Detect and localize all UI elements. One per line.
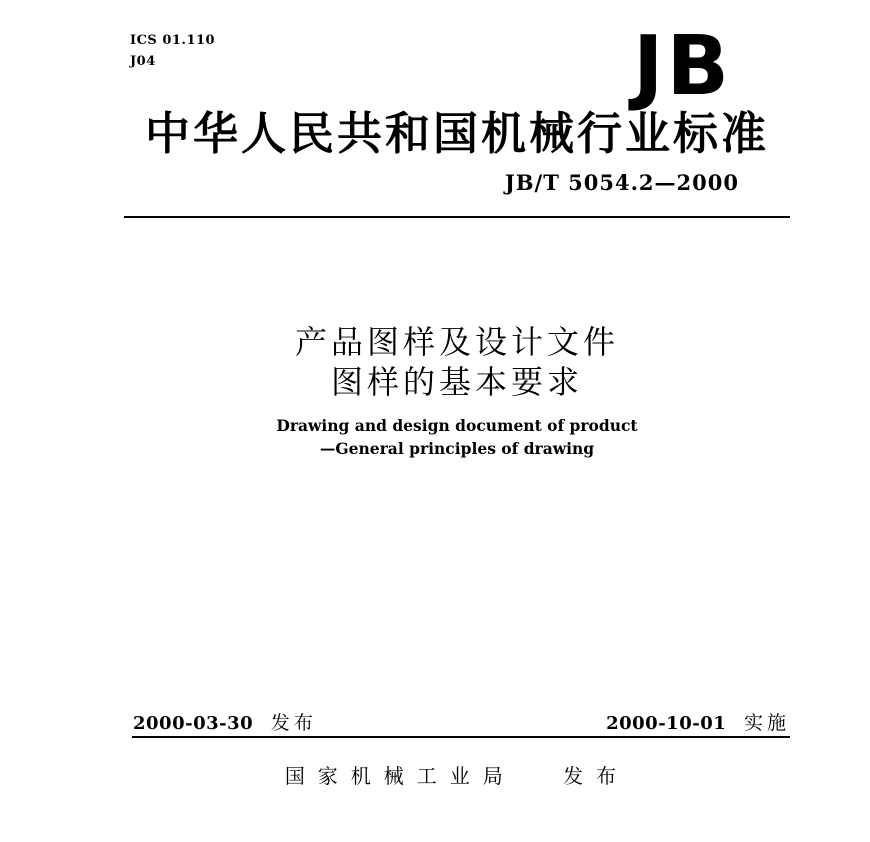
publisher-action: 发布 xyxy=(563,764,630,788)
document-title-line2: 图样的基本要求 xyxy=(330,363,583,401)
document-subtitle-line1: Drawing and design document of product xyxy=(276,416,638,435)
publisher-name: 国家机械工业局 xyxy=(284,764,516,788)
jb-standard-logo: JB xyxy=(632,19,732,114)
standard-category-heading: 中华人民共和国机械行业标准 xyxy=(144,107,769,160)
implement-date: 2000-10-01 xyxy=(606,713,727,734)
implement-date-group xyxy=(606,708,790,735)
bottom-horizontal-rule xyxy=(132,736,790,738)
ics-classification-block xyxy=(130,30,215,72)
issue-date: 2000-03-30 xyxy=(133,713,254,734)
document-subtitle-english xyxy=(124,414,790,460)
top-horizontal-rule xyxy=(124,216,790,218)
ics-code: ICS 01.110 xyxy=(130,33,216,48)
document-subtitle-line2: —General principles of drawing xyxy=(319,439,595,458)
issue-label: 发布 xyxy=(270,712,317,734)
document-title xyxy=(124,322,790,402)
implement-label: 实施 xyxy=(743,712,790,734)
issue-date-group xyxy=(133,708,317,735)
dates-row xyxy=(133,708,790,735)
publisher-row xyxy=(124,760,790,789)
document-title-line1: 产品图样及设计文件 xyxy=(294,323,619,361)
standard-number: JB/T 5054.2—2000 xyxy=(504,170,739,195)
class-code: J04 xyxy=(130,54,156,69)
